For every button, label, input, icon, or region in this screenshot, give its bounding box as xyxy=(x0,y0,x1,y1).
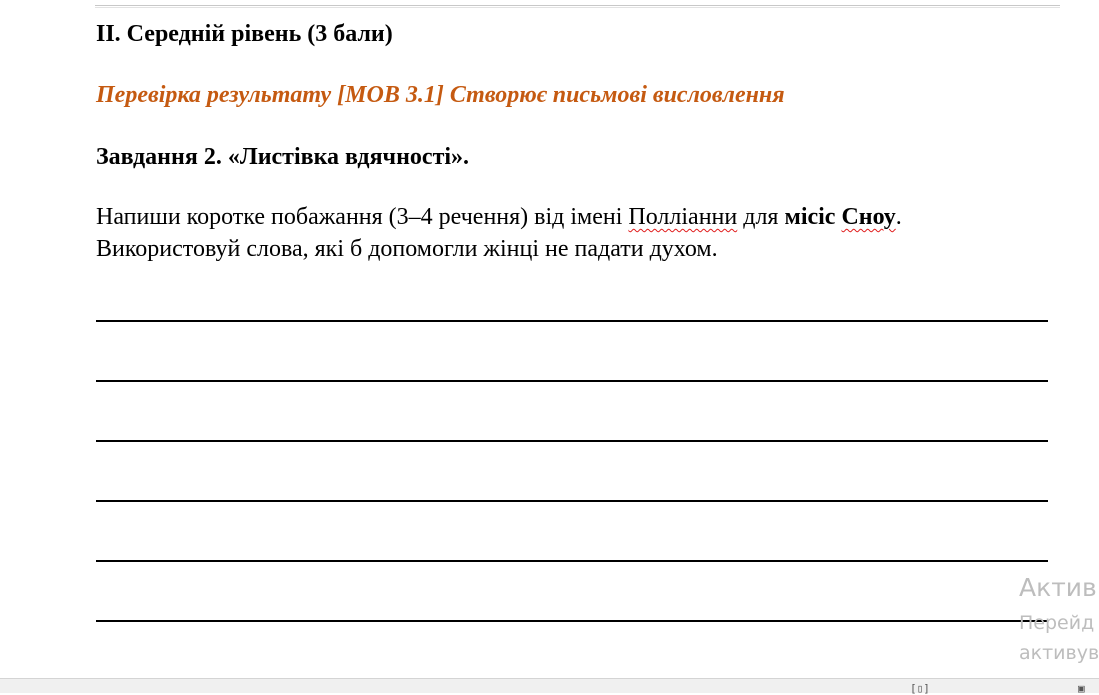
task-instructions xyxy=(96,201,1076,265)
status-bar xyxy=(0,678,1099,693)
instructions-text: Напиши коротке побажання (3–4 речення) від імені xyxy=(96,204,629,230)
answer-line xyxy=(96,380,1048,382)
answer-line xyxy=(96,620,1048,622)
instructions-text: для xyxy=(737,204,785,230)
page-top-border-shadow xyxy=(95,7,1060,8)
instructions-period: . xyxy=(895,204,902,230)
section-heading: ІІ. Середній рівень (3 бали) xyxy=(96,21,393,47)
page-top-border xyxy=(95,5,1060,6)
activation-watermark-line-1: Перейд xyxy=(1019,612,1095,634)
layout-icon[interactable]: ▣ xyxy=(1078,682,1085,695)
task-title: Завдання 2. «Листівка вдячності». xyxy=(96,144,470,170)
answer-line xyxy=(96,320,1048,322)
spellcheck-word-snow[interactable]: Сноу xyxy=(841,204,896,230)
answer-line xyxy=(96,440,1048,442)
answer-line xyxy=(96,560,1048,562)
answer-line xyxy=(96,500,1048,502)
bold-word-mrs: місіс xyxy=(784,204,836,230)
activation-watermark-line-2: активув xyxy=(1019,642,1099,664)
layout-icon[interactable]: [▯] xyxy=(910,682,930,695)
spellcheck-word-pollyanna[interactable]: Полліанни xyxy=(628,204,738,230)
instructions-line-2: Використовуй слова, які б допомогли жінці не падати духом. xyxy=(96,236,718,262)
learning-outcome-line: Перевірка результату [МОВ 3.1] Створює письмові висловлення xyxy=(96,82,785,108)
instructions-line-1 xyxy=(96,201,1076,233)
activation-watermark-title: Актив xyxy=(1019,573,1097,602)
